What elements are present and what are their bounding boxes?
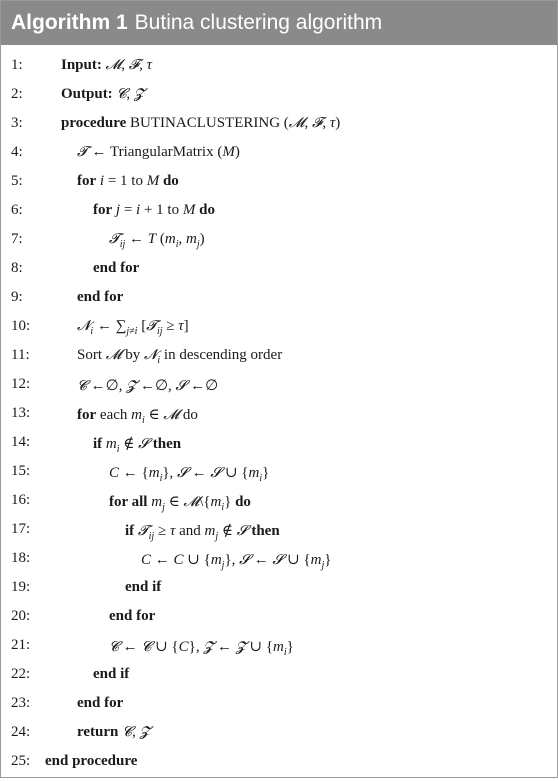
- algorithm-line: [1, 173, 557, 201]
- line-code: Input: 𝓜, 𝓕, τ: [61, 57, 153, 73]
- algorithm-line: [1, 492, 557, 520]
- line-code: end for: [77, 289, 124, 305]
- line-number: 1:: [11, 57, 23, 73]
- algorithm-label: Algorithm 1: [11, 11, 128, 34]
- line-number: 10:: [11, 318, 31, 334]
- line-code: for each $m_i$ ∈ 𝓜 do: [77, 407, 198, 426]
- line-number: 3:: [11, 115, 23, 131]
- algorithm-line: [1, 463, 557, 491]
- algorithm-line: [1, 405, 557, 433]
- line-number: 8:: [11, 260, 23, 276]
- line-code: if $m_i$ ∉ 𝓢 then: [93, 436, 182, 455]
- line-number: 22:: [11, 666, 31, 682]
- algorithm-title: Butina clustering algorithm: [134, 11, 383, 34]
- algorithm-line: [1, 695, 557, 723]
- line-code: end if: [93, 666, 130, 682]
- line-code: 𝓣$_{ij}$ ← T ($m_i$, $m_j$): [109, 231, 205, 250]
- line-code: for j = i + 1 to M do: [93, 202, 215, 218]
- line-number: 15:: [11, 463, 31, 479]
- line-number: 24:: [11, 724, 31, 740]
- algorithm-line: [1, 434, 557, 462]
- line-number: 12:: [11, 376, 31, 392]
- line-code: 𝓒 ← 𝓒 ∪ {C}, 𝓩 ← 𝓩 ∪ $\{m_i\}$: [109, 639, 294, 658]
- line-code: C ← $\{m_i\}$, 𝓢 ← 𝓢 ∪ $\{m_i\}$: [109, 465, 270, 484]
- line-number: 6:: [11, 202, 23, 218]
- algorithm-line: [1, 753, 557, 781]
- line-code: end for: [77, 695, 124, 711]
- algorithm-line: [1, 608, 557, 636]
- line-number: 19:: [11, 579, 31, 595]
- line-code: 𝓒 ←∅, 𝓩 ←∅, 𝓢 ←∅: [77, 378, 219, 394]
- algorithm-line: [1, 666, 557, 694]
- line-code: Sort 𝓜 by 𝓝$_i$ in descending order: [77, 347, 283, 366]
- line-number: 20:: [11, 608, 31, 624]
- algorithm-line: [1, 550, 557, 578]
- line-number: 9:: [11, 289, 23, 305]
- algorithm-line: [1, 86, 557, 114]
- line-code: if 𝓣$_{ij}$ ≥ τ and $m_j$ ∉ 𝓢 then: [125, 523, 280, 542]
- line-code: procedure BUTINACLUSTERING (𝓜, 𝓕, τ): [61, 115, 341, 131]
- line-code: C ← C ∪ $\{m_j\}$, 𝓢 ← 𝓢 ∪ $\{m_j\}$: [141, 552, 332, 571]
- line-number: 21:: [11, 637, 31, 653]
- algorithm-line: [1, 144, 557, 172]
- algorithm-line: [1, 231, 557, 259]
- algorithm-line: [1, 347, 557, 375]
- line-code: end for: [93, 260, 140, 276]
- algorithm-line: [1, 637, 557, 665]
- algorithm-line: [1, 289, 557, 317]
- line-code: for all $m_j$ ∈ $𝓜\backslash\{m_i\}$ do: [109, 494, 251, 513]
- line-number: 7:: [11, 231, 23, 247]
- line-number: 18:: [11, 550, 31, 566]
- algorithm-line: [1, 521, 557, 549]
- line-code: Output: 𝓒, 𝓩: [61, 86, 144, 102]
- algorithm-line: [1, 260, 557, 288]
- line-number: 11:: [11, 347, 30, 363]
- line-code: end for: [109, 608, 156, 624]
- line-code: 𝓝$_i$ ← $\sum_{j\ne i}$ [𝓣$_{ij}$ ≥ τ]: [77, 318, 189, 337]
- algorithm-line: [1, 202, 557, 230]
- line-number: 2:: [11, 86, 23, 102]
- line-code: 𝓣 ← TriangularMatrix (M): [77, 144, 240, 160]
- line-code: end procedure: [45, 753, 138, 769]
- line-number: 5:: [11, 173, 23, 189]
- line-number: 13:: [11, 405, 31, 421]
- line-number: 17:: [11, 521, 31, 537]
- algorithm-line: [1, 318, 557, 346]
- algorithm-line: [1, 115, 557, 143]
- line-code: end if: [125, 579, 162, 595]
- line-number: 23:: [11, 695, 31, 711]
- line-code: return 𝓒, 𝓩: [77, 724, 150, 740]
- algorithm-line: [1, 57, 557, 85]
- line-number: 16:: [11, 492, 31, 508]
- line-code: for i = 1 to M do: [77, 173, 179, 189]
- algorithm-line: [1, 724, 557, 752]
- algorithm-line: [1, 376, 557, 404]
- line-number: 4:: [11, 144, 23, 160]
- algorithm-header: [1, 1, 557, 45]
- algorithm-line: [1, 579, 557, 607]
- line-number: 25:: [11, 753, 31, 769]
- line-number: 14:: [11, 434, 31, 450]
